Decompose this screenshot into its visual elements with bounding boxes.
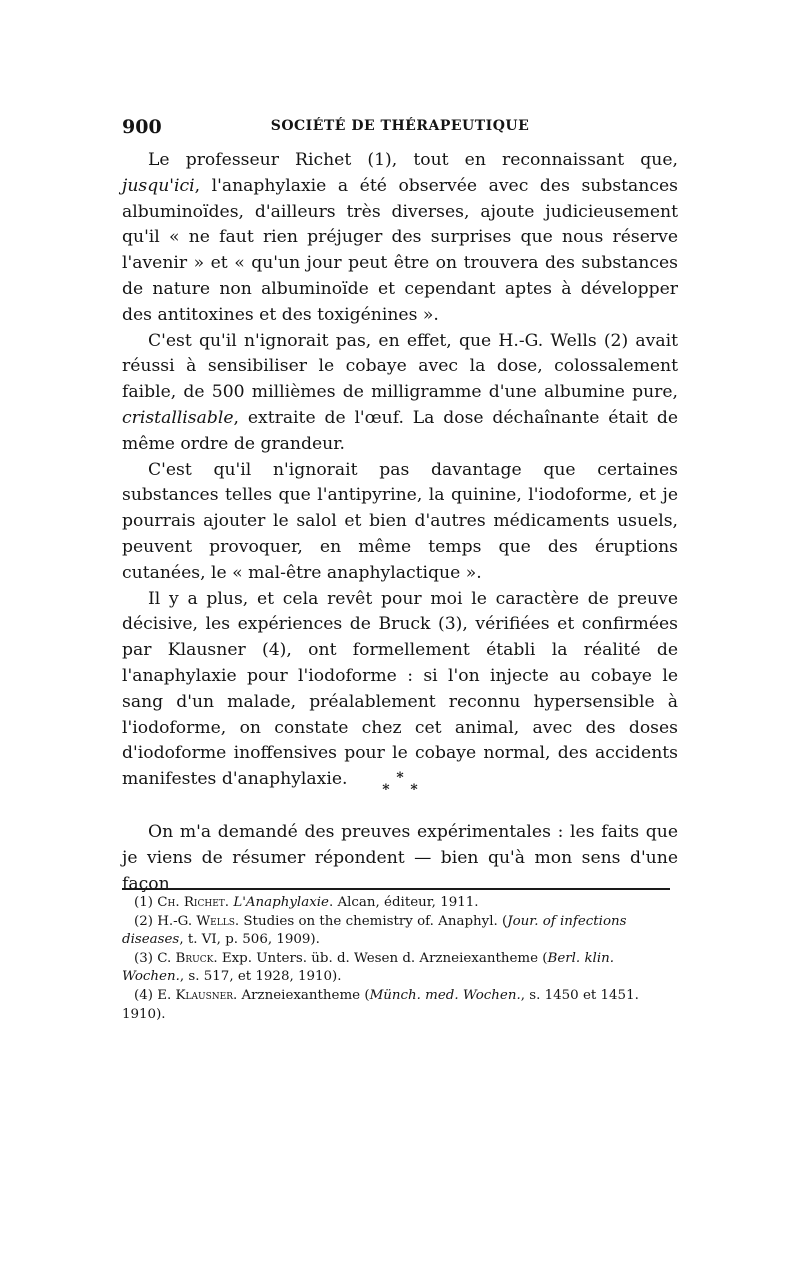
text-run: . Arzneiexantheme ( (232, 987, 370, 1003)
text-run: , s. 517, et 1928, 1910). (179, 969, 342, 985)
section-separator (370, 772, 430, 816)
text-run: . (224, 895, 234, 910)
footnote (122, 913, 678, 950)
paragraph (122, 820, 678, 897)
text-run: , t. VI, p. 506, 1909). (179, 932, 320, 948)
footnote (122, 950, 678, 987)
italic-run: cristallisable (122, 407, 234, 428)
paragraph (122, 329, 678, 458)
author-name: Bruck (175, 950, 214, 966)
body-text-continued (122, 820, 678, 897)
footnote-rule (122, 888, 670, 890)
paragraph (122, 148, 678, 329)
page-number: 900 (122, 116, 162, 138)
body-text (122, 148, 678, 793)
author-name: Klausner (175, 987, 233, 1003)
footnote (122, 894, 678, 913)
journal-title: SOCIÉTÉ DE THÉRAPEUTIQUE (270, 118, 530, 134)
paragraph (122, 458, 678, 587)
text-run: . Exp. Unters. üb. d. Wesen d. Arzneiexantheme ( (213, 950, 548, 966)
asterism-bottom: * * (382, 782, 426, 798)
italic-run: Jour. of infections diseases (122, 913, 627, 948)
paragraph (122, 587, 678, 793)
author-name: Wells (196, 913, 235, 929)
text-run: (1) (134, 895, 158, 910)
text-run: Le professeur Richet (1), tout en reconnaissant que, (148, 150, 678, 170)
text-run: C'est qu'il n'ignorait pas, en effet, que H.-G. Wells (2) avait réussi à sensibiliser le cobaye avec la dose, colossalement faible, de 500 millièmes de milligramme d'une albumine pure, (122, 330, 678, 403)
text-run: , l'anaphylaxie a été observée avec des substances albuminoïdes, d'ailleurs très diverses, ajoute judicieusement qu'il « ne faut rien préjuger des surprises que nous réserve l'avenir » et « qu'un jour peut être on trouvera des substances de nature non albuminoïde et cependant aptes à développer des antitoxines et des toxigénines ». (122, 175, 678, 325)
text-run: . Studies on the chemistry of. Anaphyl. ( (234, 913, 508, 929)
footnote (122, 987, 678, 1024)
text-run: On m'a demandé des preuves expérimentales : les faits que je viens de résumer répondent — bien qu'à mon sens d'une façon (122, 822, 678, 894)
italic-run: Berl. klin. Wochen. (122, 950, 615, 985)
italic-run: jusqu'ici (122, 175, 195, 196)
text-run: , extraite de l'œuf. La dose déchaînante était de même ordre de grandeur. (122, 407, 678, 454)
author-name: Ch. Richet (157, 895, 225, 910)
text-run: (4) E. (134, 987, 176, 1003)
text-run: (3) C. (134, 950, 176, 966)
footnotes (122, 894, 678, 1024)
text-run: Il y a plus, et cela revêt pour moi le caractère de preuve décisive, les expériences de Bruck (3), vérifiées et confirmées par Klausner (4), ont formellement établi la réalité de l'anaphylaxie pour l'iodoforme : si l'on injecte au cobaye le sang d'un malade, préalablement reconnu hypersensible à l'iodoforme, on constate chez cet animal, avec des doses d'iodoforme inoffensives pour le cobaye normal, des accidents manifestes d'anaphylaxie. (122, 588, 678, 790)
text-run: (2) H.-G. (134, 913, 197, 929)
italic-run: Münch. med. Wochen. (369, 987, 521, 1003)
text-run: . Alcan, éditeur, 1911. (328, 895, 479, 910)
text-run: , s. 1450 et 1451. 1910). (122, 987, 639, 1022)
running-head (122, 116, 678, 140)
italic-run: L'Anaphylaxie (233, 895, 329, 910)
text-run: C'est qu'il n'ignorait pas davantage que certaines substances telles que l'antipyrine, la quinine, l'iodoforme, et je pourrais ajouter le salol et bien d'autres médicaments usuels, peuvent provoquer, en même temps que des éruptions cutanées, le « mal-être anaphylactique ». (122, 459, 678, 583)
asterism-top: * (396, 770, 404, 786)
